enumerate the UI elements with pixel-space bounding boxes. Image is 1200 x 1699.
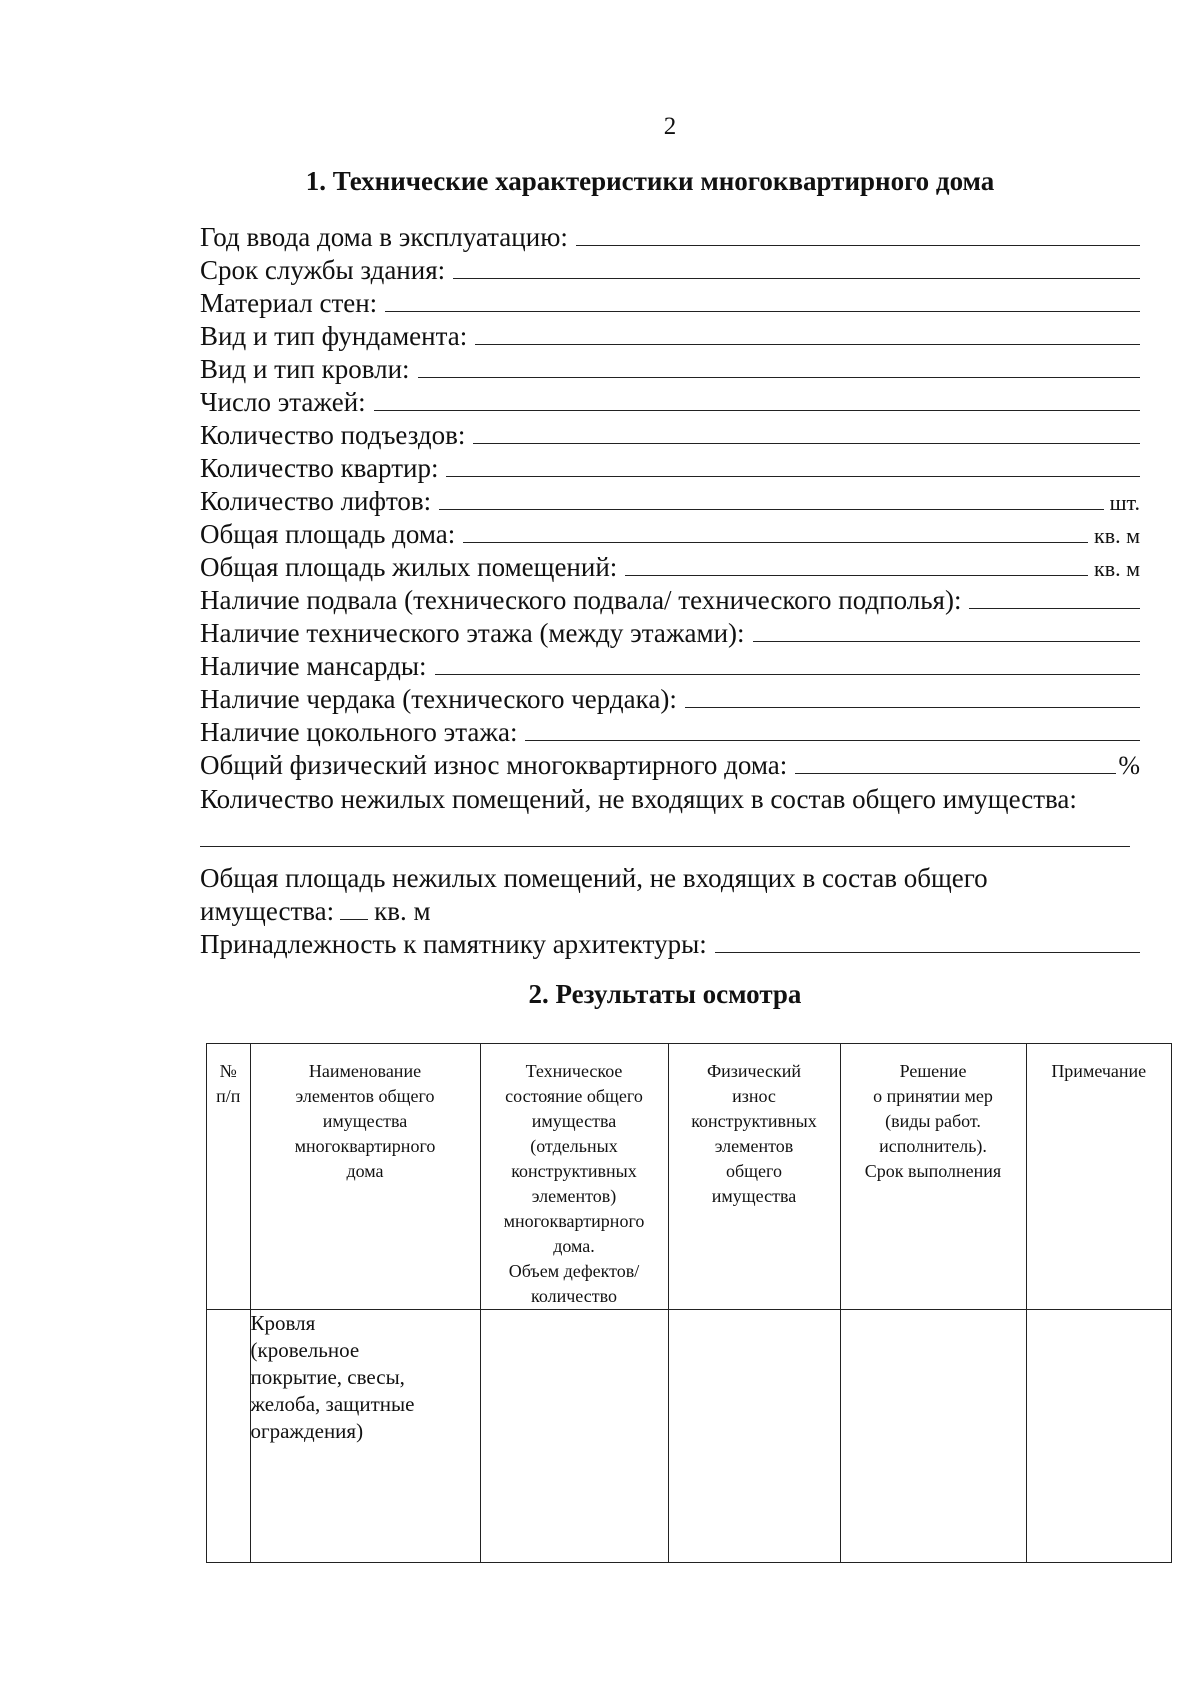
field-label: Общий физический износ многоквартирного дома: (200, 750, 788, 780)
field-blank-line[interactable] (969, 586, 1140, 609)
cell-physical-wear[interactable] (668, 1310, 840, 1563)
field-label: Количество подъездов: (200, 420, 466, 450)
results-table-frame (206, 1043, 1172, 1563)
cell-note[interactable] (1026, 1310, 1171, 1563)
field-blank-line[interactable] (463, 520, 1088, 543)
field-nonresidential-area-line1: Общая площадь нежилых помещений, не входящих в состав общего (200, 863, 988, 893)
cell-element-name (250, 1310, 480, 1563)
field-blank-line[interactable] (340, 899, 368, 920)
field-service-life (200, 255, 1140, 288)
page-number: 2 (663, 113, 677, 140)
field-elevator-count (200, 486, 1140, 519)
field-technical-floor (200, 618, 1140, 651)
field-blank-line[interactable] (795, 751, 1116, 774)
header-note (1026, 1044, 1171, 1310)
header-label: Физический износ конструктивных элементов общего имущества (691, 1061, 817, 1206)
field-label: Вид и тип фундамента: (200, 321, 468, 351)
header-label: Техническое состояние общего имущества (отдельных конструктивных элементов) многоквартирного дома. Объем дефектов/ количество (503, 1061, 645, 1306)
field-label: Наличие мансарды: (200, 651, 427, 681)
field-nonresidential-count-line[interactable] (200, 816, 1130, 847)
table-row (207, 1310, 1171, 1563)
field-label: Год ввода дома в эксплуатацию: (200, 222, 568, 252)
section-2-title: 2. Результаты осмотра (528, 979, 802, 1009)
field-label: Наличие технического этажа (между этажами): (200, 618, 745, 648)
field-blank-line[interactable] (753, 619, 1140, 642)
field-label: имущества: (200, 896, 335, 926)
field-blank-line[interactable] (418, 355, 1140, 378)
field-foundation-type (200, 321, 1140, 354)
header-label: Примечание (1051, 1061, 1147, 1081)
field-blank-line[interactable] (625, 553, 1088, 576)
field-unit: кв. м (1094, 523, 1140, 548)
field-wall-material (200, 288, 1140, 321)
field-total-area (200, 519, 1140, 552)
field-unit: % (1118, 751, 1140, 780)
field-blank-line[interactable] (475, 322, 1140, 345)
field-unit: кв. м (1094, 556, 1140, 581)
field-unit: шт. (1109, 490, 1140, 515)
field-blank-line[interactable] (435, 652, 1140, 675)
field-blank-line[interactable] (453, 256, 1140, 279)
field-blank-line[interactable] (576, 223, 1140, 246)
cell-technical-condition[interactable] (480, 1310, 668, 1563)
field-label: Принадлежность к памятнику архитектуры: (200, 929, 707, 959)
header-technical-condition (480, 1044, 668, 1310)
field-entrance-count (200, 420, 1140, 453)
header-physical-wear (668, 1044, 840, 1310)
field-attic (200, 684, 1140, 717)
field-label: Материал стен: (200, 288, 378, 318)
field-blank-line[interactable] (385, 289, 1140, 312)
results-table (207, 1044, 1171, 1562)
field-label: Число этажей: (200, 387, 366, 417)
field-basement (200, 585, 1140, 618)
field-blank-line[interactable] (446, 454, 1140, 477)
field-label: Наличие цокольного этажа: (200, 717, 518, 747)
header-label: Наименование элементов общего имущества многоквартирного дома (294, 1061, 436, 1181)
header-label: № п/п (216, 1061, 241, 1106)
characteristics-form (200, 222, 1140, 962)
field-label: Общая площадь дома: (200, 519, 456, 549)
field-physical-wear (200, 750, 1140, 783)
field-commissioning-year (200, 222, 1140, 255)
header-number (207, 1044, 250, 1310)
field-unit: кв. м (374, 896, 431, 926)
field-apartment-count (200, 453, 1140, 486)
field-mansard (200, 651, 1140, 684)
field-blank-line[interactable] (525, 718, 1140, 741)
cell-number[interactable] (207, 1310, 250, 1563)
field-label: Количество лифтов: (200, 486, 432, 516)
section-1-title: 1. Технические характеристики многоквартирного дома (305, 166, 995, 196)
field-blank-line[interactable] (473, 421, 1140, 444)
field-blank-line[interactable] (715, 930, 1140, 953)
field-nonresidential-area (200, 896, 1140, 929)
field-floor-count (200, 387, 1140, 420)
field-blank-line[interactable] (439, 487, 1103, 510)
field-label: Общая площадь жилых помещений: (200, 552, 618, 582)
cell-decision[interactable] (840, 1310, 1026, 1563)
field-ground-floor (200, 717, 1140, 750)
header-element-name (250, 1044, 480, 1310)
field-nonresidential-count-label: Количество нежилых помещений, не входящих в состав общего имущества: (200, 784, 1077, 814)
field-label: Наличие чердака (технического чердака): (200, 684, 677, 714)
field-label: Количество квартир: (200, 453, 439, 483)
field-label: Срок службы здания: (200, 255, 446, 285)
header-label: Решение о принятии мер (виды работ. исполнитель). Срок выполнения (864, 1061, 1002, 1181)
field-architectural-monument (200, 929, 1140, 962)
field-blank-line[interactable] (685, 685, 1140, 708)
field-residential-area (200, 552, 1140, 585)
field-label: Вид и тип кровли: (200, 354, 410, 384)
field-roof-type (200, 354, 1140, 387)
element-name-text: Кровля (кровельное покрытие, свесы, желоба, защитные ограждения) (250, 1311, 415, 1443)
header-decision (840, 1044, 1026, 1310)
table-header-row (207, 1044, 1171, 1310)
field-label: Наличие подвала (технического подвала/ технического подполья): (200, 585, 962, 615)
field-blank-line[interactable] (374, 388, 1140, 411)
